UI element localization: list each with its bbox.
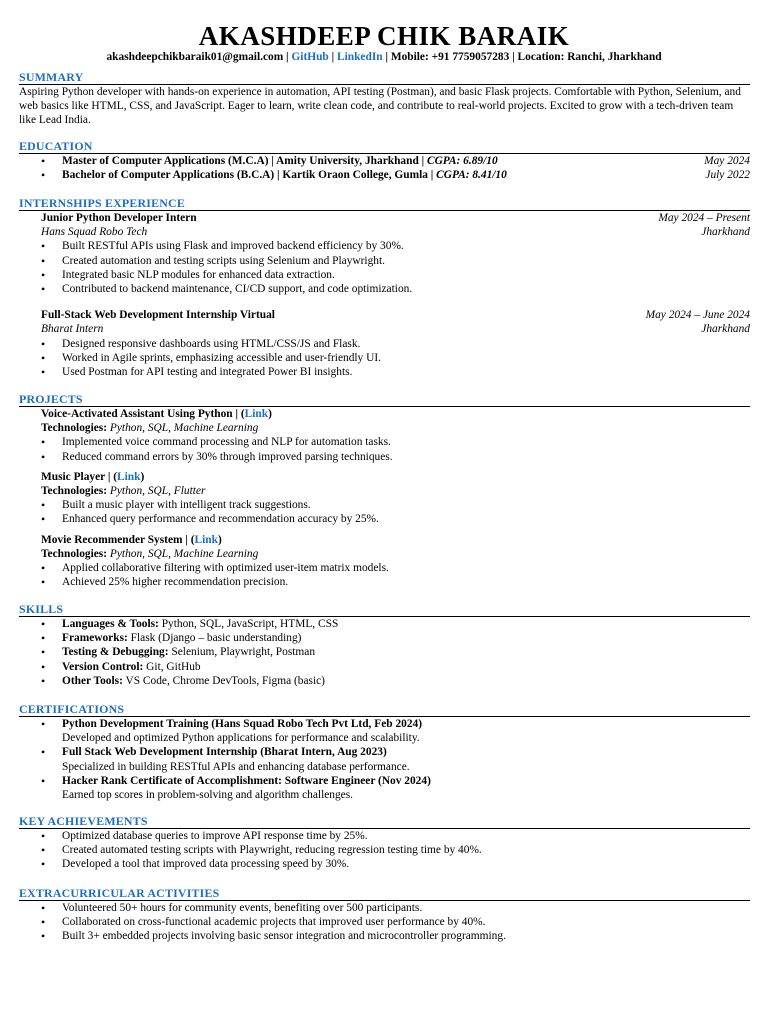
project-link[interactable]: Link [244,408,269,420]
project-bullets [19,435,750,463]
project-bullets [19,561,750,589]
company-name: Hans Squad Robo Tech [41,226,148,239]
company-name: Bharat Intern [41,323,104,336]
internship-bullets [19,337,750,380]
degree: Master of Computer Applications (M.C.A) | Amity University, Jharkhand | [62,155,427,167]
project-name: Movie Recommender System [41,533,183,546]
tech-value: Python, SQL, Flutter [109,484,206,497]
certifications-list [19,774,750,788]
github-link[interactable]: GitHub [291,51,329,63]
list-item: • Optimized database queries to improve API response time by 25%. [19,829,750,843]
section-title: PROJECTS [19,392,750,407]
role-dates: May 2024 – Present [658,212,750,224]
list-item: • Created automated testing scripts with Playwright, reducing regression testing time by 40%. [19,843,750,857]
role-title: Full-Stack Web Development Internship Virtual [41,309,275,322]
candidate-name: AKASHDEEP CHIK BARAIK [198,21,570,51]
certification-desc: Specialized in building RESTful APIs and enhancing database performance. [62,760,410,773]
section-title: INTERNSHIPS EXPERIENCE [19,196,750,211]
tech-value: Python, SQL, Machine Learning [109,547,259,560]
company-location: Jharkhand [701,323,750,336]
degree: Bachelor of Computer Applications (B.C.A) | Kartik Oraon College, Gumla | [62,169,437,182]
list-item: • Integrated basic NLP modules for enhanced data extraction. [19,268,750,282]
certification-name: Hacker Rank Certificate of Accomplishment: Software Engineer (Nov 2024) [62,774,431,787]
skill-value: Selenium, Playwright, Postman [168,646,316,659]
certification-name: Full Stack Web Development Internship (Bharat Intern, Aug 2023) [62,746,387,759]
education-section [19,139,750,182]
list-item: • Contributed to backend maintenance, CI/CD support, and code optimization. [19,282,750,296]
skills-section [19,602,750,688]
list-item: • Volunteered 50+ hours for community events, benefiting over 500 participants. [19,901,750,915]
separator: | [509,51,518,63]
skill-label: Other Tools: [62,674,123,687]
internship-company-row [19,225,750,239]
certification-item [19,745,750,759]
certification-desc: Earned top scores in problem-solving and algorithm challenges. [62,789,354,802]
list-item: • Built RESTful APIs using Flask and improved backend efficiency by 30%. [19,239,750,253]
internship-header [19,211,750,225]
certification-item [19,717,750,731]
extracurricular-list [19,901,750,944]
tech-value: Python, SQL, Machine Learning [109,422,259,435]
section-title: SKILLS [19,602,750,617]
section-title: EDUCATION [19,139,750,154]
section-title: EXTRACURRICULAR ACTIVITIES [19,886,750,901]
list-item: • Developed a tool that improved data processing speed by 30%. [19,857,750,871]
separator: | [283,51,292,63]
education-item [19,154,750,168]
certification-item [19,774,750,788]
skill-value: VS Code, Chrome DevTools, Figma (basic) [122,674,325,687]
section-title: KEY ACHIEVEMENTS [19,814,750,829]
list-item: • Built a music player with intelligent track suggestions. [19,498,750,512]
skill-label: Languages & Tools: [62,618,159,630]
summary-section [19,70,750,127]
section-title: SUMMARY [19,70,750,85]
list-item: • Worked in Agile sprints, emphasizing accessible and user-friendly UI. [19,351,750,365]
project-tech [19,421,750,435]
list-item: • Achieved 25% higher recommendation precision. [19,575,750,589]
skill-item [19,674,750,688]
list-item: • Reduced command errors by 30% through improved parsing techniques. [19,450,750,464]
project-header: Movie Recommender System | (Link) [41,533,222,546]
extracurricular-section [19,886,750,944]
list-item: • Used Postman for API testing and integrated Power BI insights. [19,365,750,379]
projects-section [19,392,750,589]
separator: | [382,51,391,63]
list-item: • Enhanced query performance and recommendation accuracy by 25%. [19,512,750,526]
tech-label: Technologies: [41,422,108,435]
internship-header [19,308,750,322]
project-link[interactable]: Link [194,533,218,546]
list-item: • Created automation and testing scripts using Selenium and Playwright. [19,254,750,268]
skill-item [19,645,750,659]
summary-text: Aspiring Python developer with hands-on experience in automation, API testing (Postman), and basic Flask projects. Comfortable with Python, Selenium, and web basics like HTML, CSS, and JavaScript. Eager to learn, write clean code, and contribute to real-world projects. Excited to grow with a tech-driven team like Lead India. [19,86,741,126]
project-tech [19,547,750,561]
linkedin-link[interactable]: LinkedIn [337,51,383,63]
achievements-list [19,829,750,872]
certifications-section [19,702,750,802]
skill-label: Testing & Debugging: [62,646,169,659]
contact-line [0,50,768,64]
education-date: May 2024 [704,155,750,167]
list-item: • Applied collaborative filtering with optimized user-item matrix models. [19,561,750,575]
achievements-section [19,814,750,872]
skill-value: Python, SQL, JavaScript, HTML, CSS [158,618,339,630]
mobile-number: Mobile: +91 7759057283 [390,51,510,63]
skill-label: Frameworks: [62,632,128,645]
skill-label: Version Control: [62,660,144,673]
section-title: CERTIFICATIONS [19,702,750,717]
project-header: Music Player | (Link) [41,470,145,483]
cgpa: CGPA: 6.89/10 [426,155,498,167]
list-item: • Built 3+ embedded projects involving basic sensor integration and microcontroller programming. [19,929,750,943]
project-name: Voice-Activated Assistant Using Python [41,408,233,420]
email-link[interactable]: akashdeepchikbaraik01@gmail.com [106,51,284,63]
company-location: Jharkhand [701,226,750,239]
project-bullets [19,498,750,526]
internships-section [19,196,750,379]
project-name: Music Player [41,470,106,483]
skill-value: Git, GitHub [143,660,201,673]
tech-label: Technologies: [41,484,108,497]
location: Location: Ranchi, Jharkhand [517,51,662,63]
project-header: Voice-Activated Assistant Using Python | (Link) [41,408,272,420]
education-item [19,168,750,182]
list-item: • Collaborated on cross-functional academic projects that improved user performance by 40%. [19,915,750,929]
role-dates: May 2024 – June 2024 [645,309,750,322]
education-date: July 2022 [705,169,750,182]
internship-company-row [19,322,750,336]
project-link[interactable]: Link [117,470,141,483]
skill-item [19,631,750,645]
cgpa: CGPA: 8.41/10 [436,169,507,182]
certification-desc: Developed and optimized Python applications for performance and scalability. [62,732,420,745]
project-tech [19,484,750,498]
list-item: • Designed responsive dashboards using HTML/CSS/JS and Flask. [19,337,750,351]
certifications-list [19,717,750,731]
internship-bullets [19,239,750,296]
skill-value: Flask (Django – basic understanding) [127,632,302,645]
certifications-list [19,745,750,759]
skills-list [19,617,750,688]
separator: | [328,51,337,63]
skill-item [19,660,750,674]
list-item: • Implemented voice command processing and NLP for automation tasks. [19,435,750,449]
education-list [19,154,750,182]
tech-label: Technologies: [41,547,108,560]
skill-item [19,617,750,631]
certification-name: Python Development Training (Hans Squad Robo Tech Pvt Ltd, Feb 2024) [62,718,423,730]
role-title: Junior Python Developer Intern [41,212,197,224]
